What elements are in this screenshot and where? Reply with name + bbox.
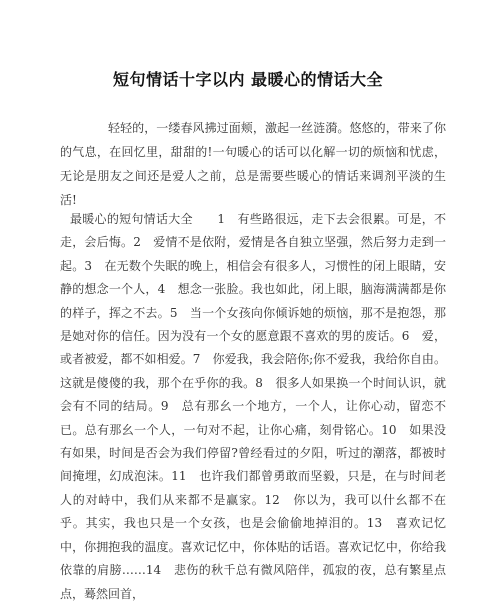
intro-paragraph: 轻轻的，一缕春风拂过面颊，激起一丝涟漪。悠悠的，带来了你的气息，在回忆里，甜甜的!一句暖心的话可以化解一切的烦恼和忧虑，无论是朋友之间还是爱人之前，总是需要些暖心的情话来调剂平淡的生活! — [60, 121, 446, 207]
body-paragraph: 最暖心的短句情话大全 1 有些路很远，走下去会很累。可是，不走，会后悔。2 爱情不是依附，爱情是各自独立坚强，然后努力走到一起。3 在无数个失眠的晚上，相信会有很多人，习惯性的闭上眼睛，安静的想念一个人，4 想念一张脸。我也如此，闭上眼，脑海满满都是你的样子，挥之不去。5 当一个女孩向你倾诉她的烦恼，那不是抱怨，那是她对你的信任。因为没有一个女的愿意跟不喜欢的男的废话。6 爱，或者被爱，都不如相爱。7 你爱我，我会陪你;你不爱我，我给你自由。这就是傻傻的我，那个在乎你的我。8 很多人如果换一个时间认识，就会有不同的结局。9 总有那幺一个地方，一个人，让你心动，留恋不已。总有那幺一个人，一句对不起，让你心痛，刻骨铭心。10 如果没有如果，时间是否会为我们停留?曾经看过的夕阳，听过的潮落，都被时间掩埋，幻成泡沫。11 也许我们都曾勇敢而坚毅，只是，在与时间老人的对峙中，我们从来都不是赢家。12 你以为，我可以什幺都不在乎。其实，我也只是一个女孩，也是会偷偷地掉泪的。13 喜欢记忆中，你拥抱我的温度。喜欢记忆中，你体贴的话语。喜欢记忆中，你给我依靠的肩膀……14 悲伤的秋千总有微风陪伴，孤寂的夜，总有繁星点点，蓦然回首， — [60, 212, 446, 601]
page-title: 短句情话十字以内 最暖心的情话大全 — [112, 70, 384, 89]
